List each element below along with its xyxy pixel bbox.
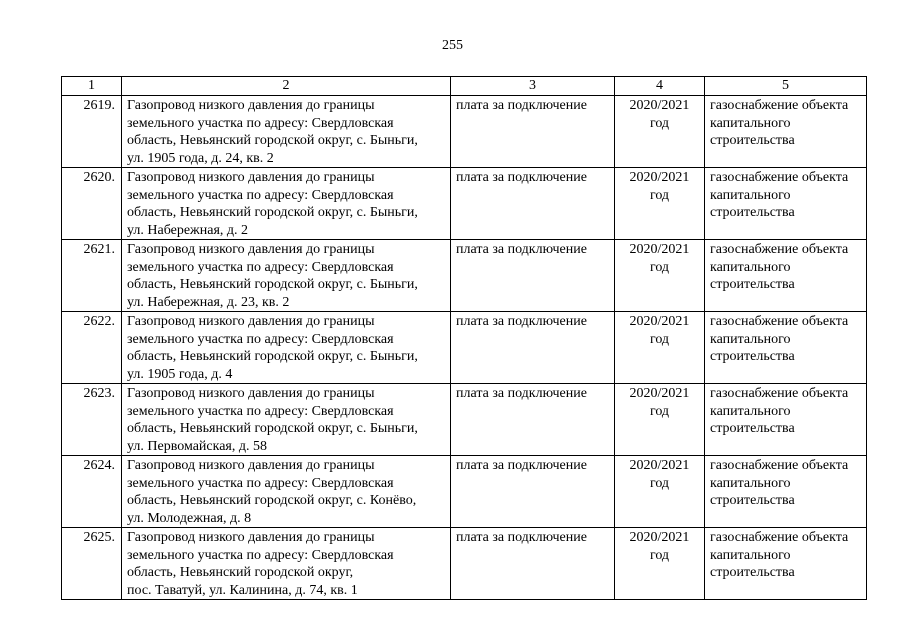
row-purpose: газоснабжение объекта капитального строительства xyxy=(705,384,867,456)
row-source: плата за подключение xyxy=(451,240,615,312)
column-header-1: 1 xyxy=(62,77,122,96)
row-source: плата за подключение xyxy=(451,312,615,384)
row-period: 2020/2021 год xyxy=(615,96,705,168)
table-header-row xyxy=(62,77,867,96)
table-row xyxy=(62,384,867,456)
table-row xyxy=(62,240,867,312)
row-source: плата за подключение xyxy=(451,96,615,168)
row-number: 2621. xyxy=(62,240,122,312)
investment-table xyxy=(61,76,867,600)
row-number: 2625. xyxy=(62,528,122,600)
row-description: Газопровод низкого давления до границы земельного участка по адресу: Свердловская область, Невьянский городской округ, пос. Таватуй, ул. Калинина, д. 74, кв. 1 xyxy=(122,528,451,600)
table-body xyxy=(62,96,867,600)
row-description: Газопровод низкого давления до границы земельного участка по адресу: Свердловская область, Невьянский городской округ, с. Быньги, ул. Набережная, д. 2 xyxy=(122,168,451,240)
row-number: 2624. xyxy=(62,456,122,528)
row-period: 2020/2021 год xyxy=(615,528,705,600)
table-row xyxy=(62,312,867,384)
table-row xyxy=(62,96,867,168)
row-purpose: газоснабжение объекта капитального строительства xyxy=(705,240,867,312)
column-header-3: 3 xyxy=(451,77,615,96)
row-source: плата за подключение xyxy=(451,456,615,528)
row-period: 2020/2021 год xyxy=(615,168,705,240)
table-row xyxy=(62,168,867,240)
page-number: 255 xyxy=(442,38,463,53)
row-period: 2020/2021 год xyxy=(615,384,705,456)
row-purpose: газоснабжение объекта капитального строительства xyxy=(705,456,867,528)
column-header-2: 2 xyxy=(122,77,451,96)
table-row xyxy=(62,528,867,600)
row-period: 2020/2021 год xyxy=(615,240,705,312)
row-purpose: газоснабжение объекта капитального строительства xyxy=(705,312,867,384)
row-description: Газопровод низкого давления до границы земельного участка по адресу: Свердловская область, Невьянский городской округ, с. Конёво, ул. Молодежная, д. 8 xyxy=(122,456,451,528)
row-source: плата за подключение xyxy=(451,528,615,600)
row-description: Газопровод низкого давления до границы земельного участка по адресу: Свердловская область, Невьянский городской округ, с. Быньги, ул. 1905 года, д. 24, кв. 2 xyxy=(122,96,451,168)
row-number: 2622. xyxy=(62,312,122,384)
row-description: Газопровод низкого давления до границы земельного участка по адресу: Свердловская область, Невьянский городской округ, с. Быньги, ул. Первомайская, д. 58 xyxy=(122,384,451,456)
row-purpose: газоснабжение объекта капитального строительства xyxy=(705,168,867,240)
row-number: 2623. xyxy=(62,384,122,456)
row-purpose: газоснабжение объекта капитального строительства xyxy=(705,528,867,600)
column-header-5: 5 xyxy=(705,77,867,96)
row-source: плата за подключение xyxy=(451,384,615,456)
row-description: Газопровод низкого давления до границы земельного участка по адресу: Свердловская область, Невьянский городской округ, с. Быньги, ул. 1905 года, д. 4 xyxy=(122,312,451,384)
row-purpose: газоснабжение объекта капитального строительства xyxy=(705,96,867,168)
row-period: 2020/2021 год xyxy=(615,312,705,384)
row-period: 2020/2021 год xyxy=(615,456,705,528)
row-source: плата за подключение xyxy=(451,168,615,240)
row-description: Газопровод низкого давления до границы земельного участка по адресу: Свердловская область, Невьянский городской округ, с. Быньги, ул. Набережная, д. 23, кв. 2 xyxy=(122,240,451,312)
table-row xyxy=(62,456,867,528)
column-header-4: 4 xyxy=(615,77,705,96)
row-number: 2619. xyxy=(62,96,122,168)
row-number: 2620. xyxy=(62,168,122,240)
